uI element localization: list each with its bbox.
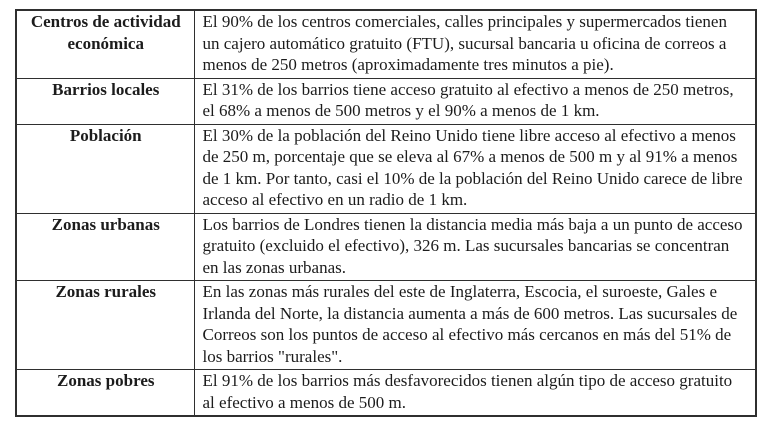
- table-row: [16, 10, 756, 78]
- table-row: [16, 124, 756, 213]
- row-text-cell: El 90% de los centros comerciales, calles principales y supermercados tienen un cajero automático gratuito (FTU), sucursal bancaria u oficina de correos a menos de 250 metros (aproximadamente tres minutos a pie).: [194, 10, 756, 78]
- row-text-cell: Los barrios de Londres tienen la distancia media más baja a un punto de acceso gratuito (excluido el efectivo), 326 m. Las sucursales bancarias se concentran en las zonas urbanas.: [194, 213, 756, 281]
- table-row: [16, 370, 756, 417]
- row-header-cell: Centros de actividad económica: [16, 10, 194, 78]
- row-header-cell: Zonas urbanas: [16, 213, 194, 281]
- table-row: [16, 213, 756, 281]
- row-text-cell: El 31% de los barrios tiene acceso gratuito al efectivo a menos de 250 metros, el 68% a menos de 500 metros y el 90% a menos de 1 km.: [194, 78, 756, 124]
- row-header-cell: Barrios locales: [16, 78, 194, 124]
- row-header-cell: Zonas rurales: [16, 281, 194, 370]
- table-row: [16, 281, 756, 370]
- table-row: [16, 78, 756, 124]
- row-header-cell: Población: [16, 124, 194, 213]
- cash-access-summary-table: [15, 9, 757, 417]
- row-text-cell: El 91% de los barrios más desfavorecidos tienen algún tipo de acceso gratuito al efectivo a menos de 500 m.: [194, 370, 756, 417]
- row-text-cell: El 30% de la población del Reino Unido tiene libre acceso al efectivo a menos de 250 m, porcentaje que se eleva al 67% a menos de 500 m y al 91% a menos de 1 km. Por tanto, casi el 10% de la población del Reino Unido carece de libre acceso al efectivo en un radio de 1 km.: [194, 124, 756, 213]
- row-text-cell: En las zonas más rurales del este de Inglaterra, Escocia, el suroeste, Gales e Irlanda del Norte, la distancia aumenta a más de 600 metros. Las sucursales de Correos son los puntos de acceso al efectivo más cercanos en más del 51% de los barrios "rurales".: [194, 281, 756, 370]
- row-header-cell: Zonas pobres: [16, 370, 194, 417]
